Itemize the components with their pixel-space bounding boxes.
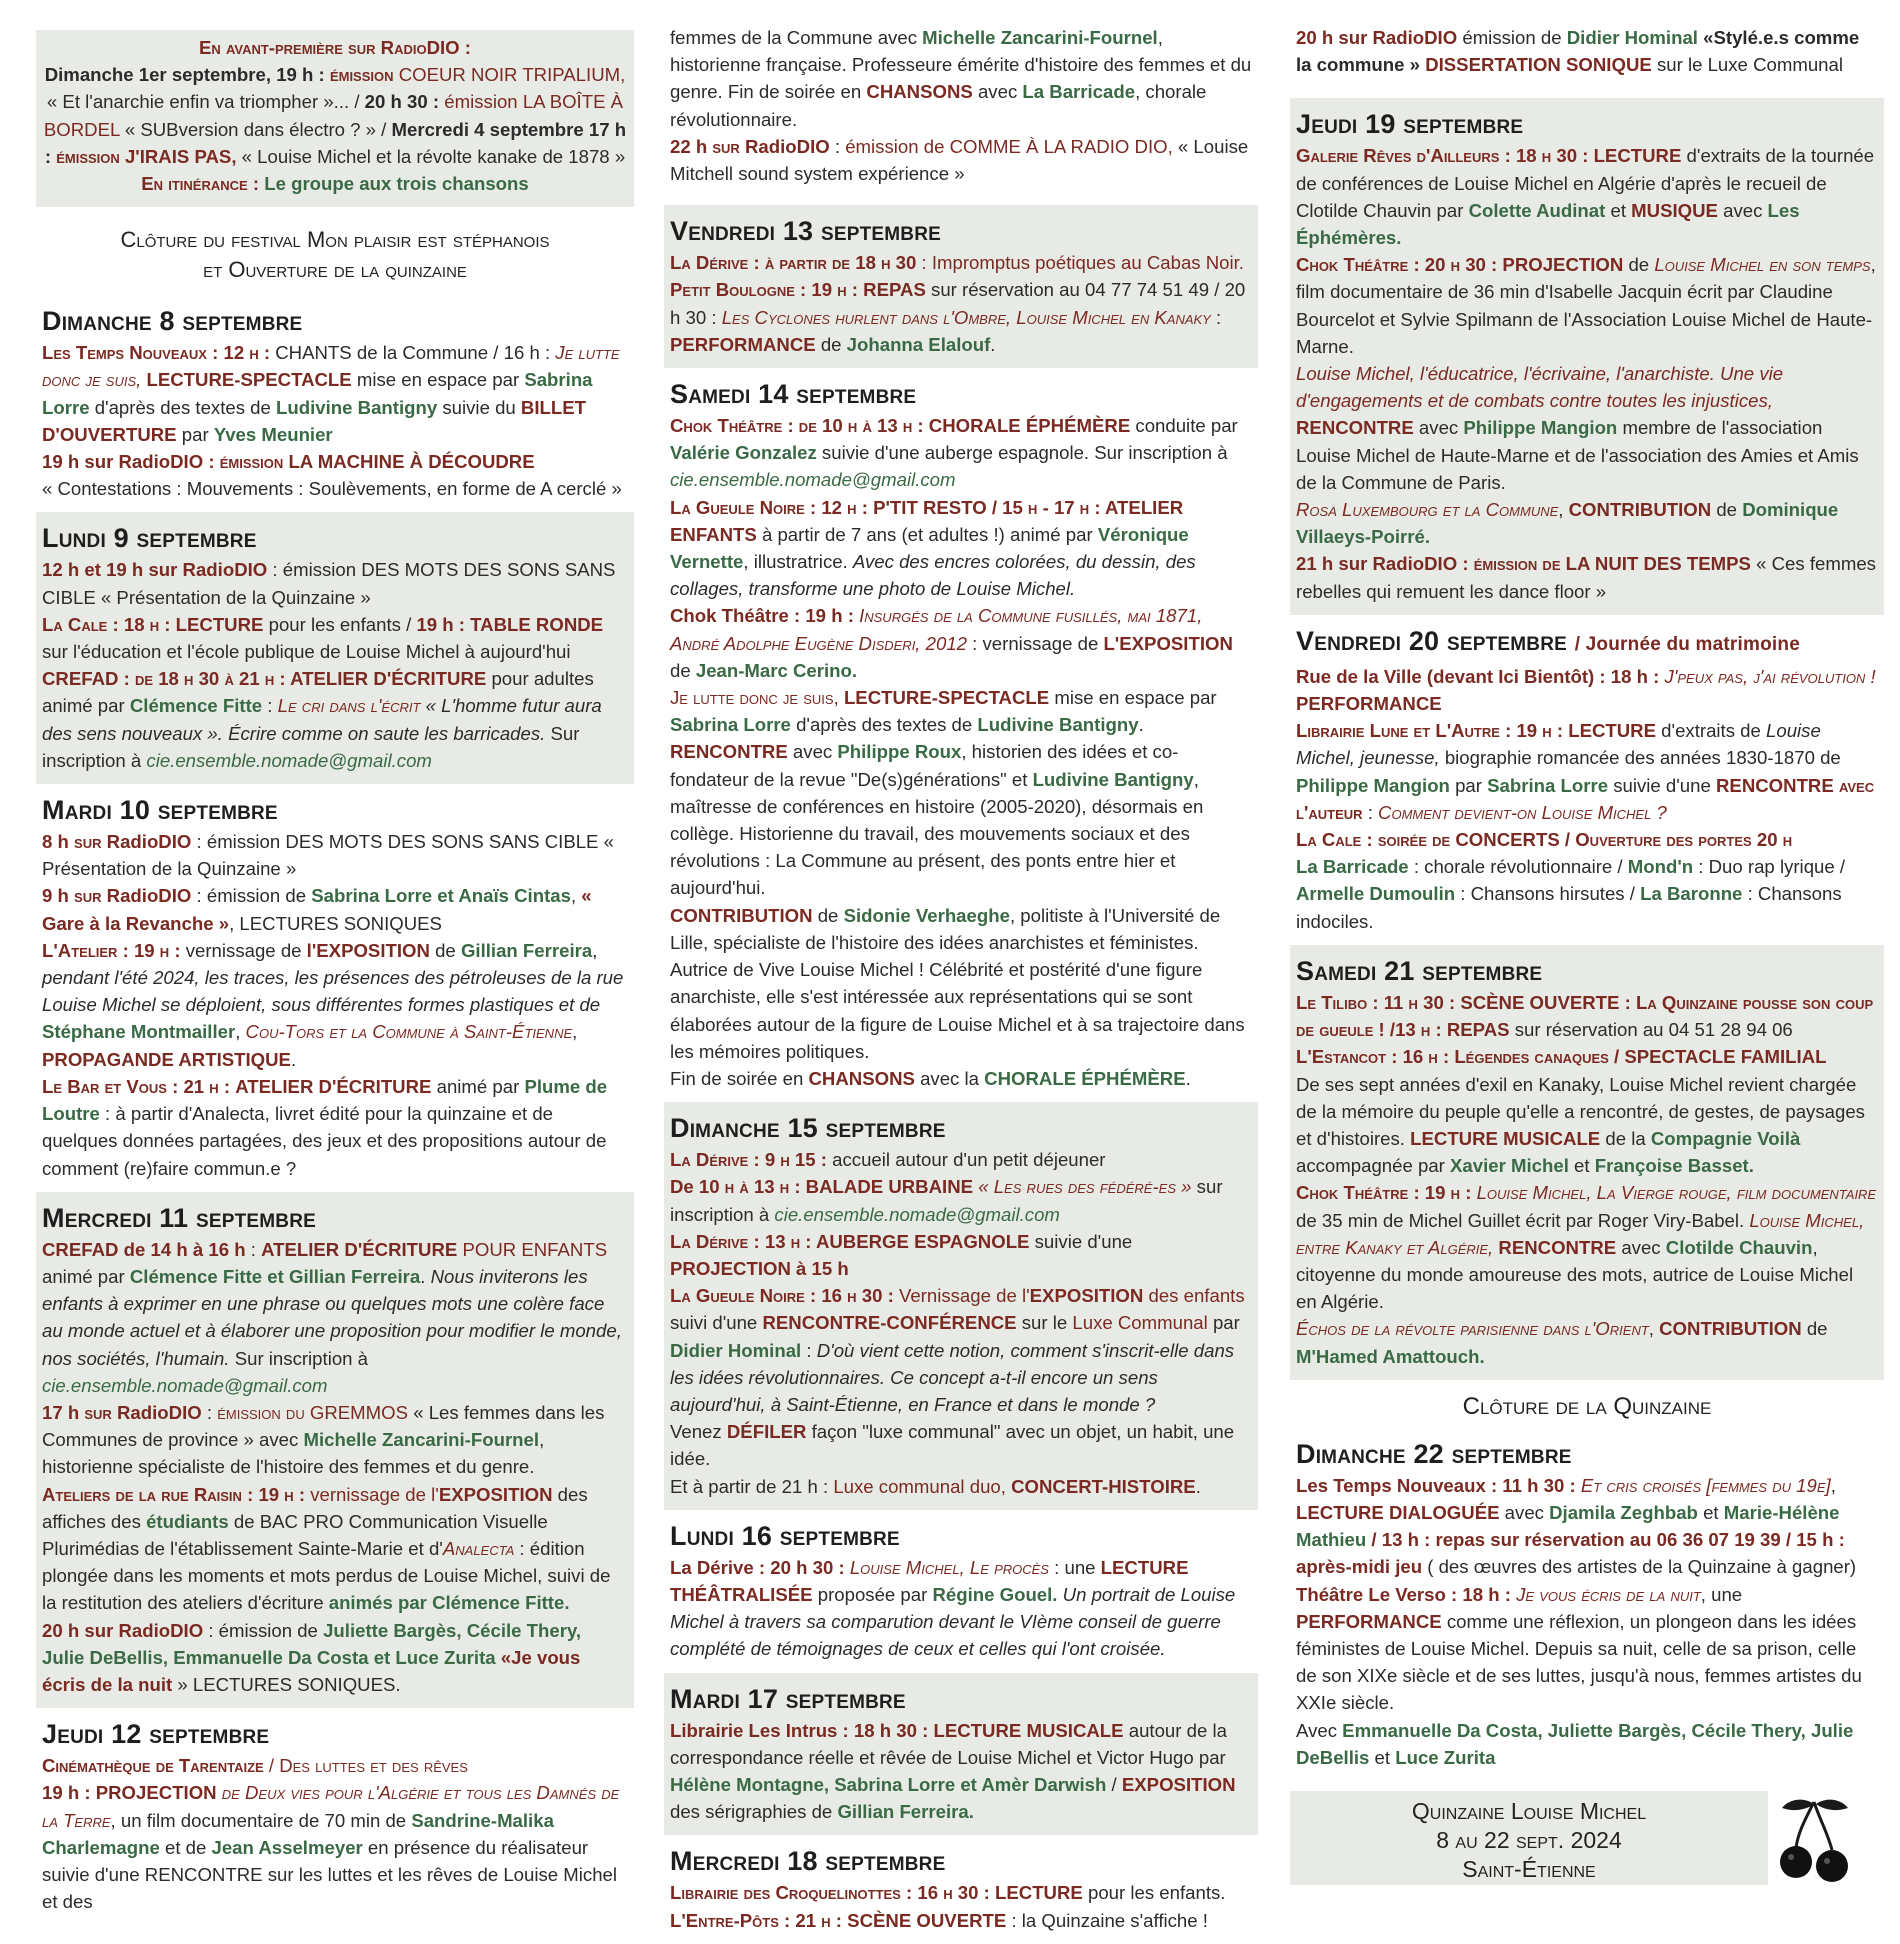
day-title: Lundi 16 septembre	[670, 1520, 900, 1551]
day-title: Mercredi 18 septembre	[670, 1846, 946, 1877]
day-title: Jeudi 12 septembre	[42, 1719, 270, 1750]
preview-quote-3: « Louise Michel et la révolte kanake de 1878 »	[241, 145, 626, 167]
day-title: Mardi 17 septembre	[670, 1683, 906, 1714]
day-18: Mercredi 18 septembre Librairie des Croquelinottes : 16 h 30 : LECTURE pour les enfants. L'Entre-Pôts : 21 h : SCÈNE OUVERTE : la Quinzaine s'affiche !	[664, 1835, 1258, 1943]
preview-quote-2: « SUBversion dans électro ? » /	[124, 118, 387, 140]
column-middle	[664, 0, 1258, 1944]
preview-quote-1: « Et l'anarchie enfin va triompher »... /	[46, 91, 360, 113]
day-title: Mardi 10 septembre	[42, 795, 278, 826]
footer-dates: 8 au 22 sept. 2024	[1436, 1827, 1622, 1853]
day-title: Jeudi 19 septembre	[1296, 109, 1524, 140]
day-9: Lundi 9 septembre 12 h et 19 h sur RadioDIO : émission DES MOTS DES SONS SANS CIBLE « Présentation de la Quinzaine » La Cale : 18 h : LECTURE pour les enfants / 19 h : TABLE RONDE sur l'éducation et l'école publique de Louise Michel à aujourd'hui CREFAD : de 18 h 30 à 21 h : ATELIER D'ÉCRITURE pour adultes animé par Clémence Fitte : Le cri dans l'écrit « L'homme futur aura des sens nouveaux ». Écrire comme on saute les barricades. Sur inscription à cie.ensemble.nomade@gmail.com	[36, 512, 634, 784]
preview-show-1: COEUR NOIR TRIPALIUM,	[398, 64, 626, 86]
footer-title: Quinzaine Louise Michel	[1411, 1798, 1647, 1824]
day-22: Dimanche 22 septembre Les Temps Nouveaux : 11 h 30 : Et cris croisés [femmes du 19e], LECTURE DIALOGUÉE avec Djamila Zeghbab et Marie-Hélène Mathieu / 13 h : repas sur réservation au 06 36 07 19 39 / 15 h : après-midi jeu ( des œuvres des artistes de la Quinzaine à gagner) Théâtre Le Verso : 18 h : Je vous écris de la nuit, une PERFORMANCE comme une réflexion, un plongeon dans les idées féministes de Louise Michel. Depuis sa nuit, celle de sa prison, celle de son XIXe siècle et de ses luttes, jusqu'à nous, femmes artistes du XXIe siècle. Avec Emmanuelle Da Costa, Juliette Bargès, Cécile Thery, Julie DeBellis et Luce Zurita	[1290, 1428, 1884, 1781]
day-12-continued: femmes de la Commune avec Michelle Zancarini-Fournel, historienne française. Professeure émérite d'histoire des femmes et du genre. Fin de soirée en CHANSONS avec La Barricade, chorale révolutionnaire. 22 h sur RadioDIO : émission de COMME À LA RADIO DIO, « Louise Mitchell sound system expérience »	[670, 27, 1252, 185]
preview-box	[36, 30, 634, 207]
itinerance-group: Le groupe aux trois chansons	[264, 173, 529, 195]
preview-date-3: Mercredi 4 septembre 17 h :	[44, 118, 627, 167]
closing-heading: Clôture de la Quinzaine	[1462, 1392, 1712, 1420]
day-title: Samedi 14 septembre	[670, 379, 917, 410]
day-14: Samedi 14 septembre Chok Théâtre : de 10 h à 13 h : CHORALE ÉPHÉMÈRE conduite par Valérie Gonzalez suivie d'une auberge espagnole. Sur inscription à cie.ensemble.nomade@gmail.com La Gueule Noire : 12 h : P'TIT RESTO / 15 h - 17 h : ATELIER ENFANTS à partir de 7 ans (et adultes !) animé par Véronique Vernette, illustratrice. Avec des encres colorées, du dessin, des collages, transforme une photo de Louise Michel. Chok Théâtre : 19 h : Insurgés de la Commune fusillés, mai 1871, André Adolphe Eugène Disderi, 2012 : vernissage de L'EXPOSITION de Jean-Marc Cerino. Je lutte donc je suis, LECTURE-SPECTACLE mise en espace par Sabrina Lorre d'après des textes de Ludivine Bantigny. RENCONTRE avec Philippe Roux, historien des idées et co-fondateur de la revue "De(s)générations" et Ludivine Bantigny, maîtresse de conférences en histoire (2005-2020), désormais en collège. Historienne du travail, des mouvements sociaux et des révolutions : La Commune au présent, des ponts entre hier et aujourd'hui. CONTRIBUTION de Sidonie Verhaeghe, politiste à l'Université de Lille, spécialiste de l'histoire des idées anarchistes et féministes. Autrice de Vive Louise Michel ! Célébrité et postérité d'une figure anarchiste, elle s'est intéressée aux représentations qui se sont élaborées autour de la figure de Louise Michel et à sa trajectoire dans les mémoires politiques. Fin de soirée en CHANSONS avec la CHORALE ÉPHÉMÈRE.	[664, 368, 1258, 1102]
day-20: Vendredi 20 septembre / Journée du matrimoine Rue de la Ville (devant Ici Bientôt) : 18 h : J'peux pas, j'ai révolution ! PERFORMANCE Librairie Lune et L'Autre : 19 h : LECTURE d'extraits de Louise Michel, jeunesse, biographie romancée des années 1830-1870 de Philippe Mangion par Sabrina Lorre suivie d'une RENCONTRE avec l'auteur : Comment devient-on Louise Michel ? La Cale : soirée de CONCERTS / Ouverture des portes 20 h La Barricade : chorale révolutionnaire / Mond'n : Duo rap lyrique / Armelle Dumoulin : Chansons hirsutes / La Baronne : Chansons indociles.	[1296, 625, 1876, 932]
day-8: Dimanche 8 septembre Les Temps Nouveaux : 12 h : CHANTS de la Commune / 16 h : Je lutte donc je suis, LECTURE-SPECTACLE mise en espace par Sabrina Lorre d'après des textes de Ludivine Bantigny suivie du BILLET D'OUVERTURE par Yves Meunier 19 h sur RadioDIO : émission LA MACHINE À DÉCOUDRE « Contestations : Mouvements : Soulèvements, en forme de A cerclé »	[36, 295, 634, 512]
day-title: Mercredi 11 septembre	[42, 1202, 316, 1233]
preview-label: émission	[444, 91, 518, 113]
column-left	[36, 0, 634, 1925]
preview-time-2: 20 h 30 :	[364, 91, 440, 113]
day-title: Dimanche 22 septembre	[1296, 1438, 1572, 1469]
day-17: Mardi 17 septembre Librairie Les Intrus : 18 h 30 : LECTURE MUSICALE autour de la correspondance réelle et rêvée de Louise Michel et Victor Hugo par Hélène Montagne, Sabrina Lorre et Amèr Darwish / EXPOSITION des sérigraphies de Gillian Ferreira.	[664, 1673, 1258, 1836]
opening-heading	[36, 225, 634, 285]
day-11: Mercredi 11 septembre CREFAD de 14 h à 16 h : ATELIER D'ÉCRITURE POUR ENFANTS animé par Clémence Fitte et Gillian Ferreira. Nous inviterons les enfants à exprimer en une phrase ou quelques mots une colère face au monde actuel et à élaborer une proposition pour modifier le monde, nos sociétés, l'humain. Sur inscription à cie.ensemble.nomade@gmail.com 17 h sur RadioDIO : émission du GREMMOS « Les femmes dans les Communes de province » avec Michelle Zancarini-Fournel, historienne spécialiste de l'histoire des femmes et du genre. Ateliers de la rue Raisin : 19 h : vernissage de l'EXPOSITION des affiches des étudiants de BAC PRO Communication Visuelle Plurimédias de l'établissement Sainte-Marie et d'Analecta : édition plongée dans les moments et mots perdus de Louise Michel, suivi de la restitution des ateliers d'écriture animés par Clémence Fitte. 20 h sur RadioDIO : émission de Juliette Bargès, Cécile Thery, Julie DeBellis, Emmanuelle Da Costa et Luce Zurita «Je vous écris de la nuit » LECTURES SONIQUES.	[36, 1192, 634, 1708]
day-12: Jeudi 12 septembre Cinémathèque de Tarentaize / Des luttes et des rêves 19 h : PROJECTION de Deux vies pour l'Algérie et tous les Damnés de la Terre, un film documentaire de 70 min de Sandrine-Malika Charlemagne et de Jean Asselmeyer en présence du réalisateur suivie d'une RENCONTRE sur les luttes et les rêves de Louise Michel et des	[36, 1708, 634, 1925]
day-13: Vendredi 13 septembre La Dérive : à partir de 18 h 30 : Impromptus poétiques au Cabas Noir. Petit Boulogne : 19 h : REPAS sur réservation au 04 77 74 51 49 / 20 h 30 : Les Cyclones hurlent dans l'Ombre, Louise Michel en Kanaky : PERFORMANCE de Johanna Elalouf.	[664, 205, 1258, 368]
opening-heading-line-2: et Ouverture de la quinzaine	[203, 257, 467, 283]
column-right	[1290, 0, 1884, 1781]
preview-date-1: Dimanche 1er septembre, 19 h :	[44, 64, 325, 86]
cherries-icon	[1776, 1796, 1852, 1886]
day-19: Jeudi 19 septembre Galerie Rêves d'Ailleurs : 18 h 30 : LECTURE d'extraits de la tournée de conférences de Louise Michel en Algérie d'après le recueil de Clotilde Chauvin par Colette Audinat et MUSIQUE avec Les Éphémères. Chok Théâtre : 20 h 30 : PROJECTION de Louise Michel en son temps, film documentaire de 36 min d'Isabelle Jacquin écrit par Claudine Bourcelot et Sylvie Spilmann de l'Association Louise Michel de Haute-Marne. Louise Michel, l'éducatrice, l'écrivaine, l'anarchiste. Une vie d'engagements et de combats contre toutes les injustices, RENCONTRE avec Philippe Mangion membre de l'association Louise Michel de Haute-Marne et de l'association des Amies et Amis de la Commune de Paris. Rosa Luxembourg et la Commune, CONTRIBUTION de Dominique Villaeys-Poirré. 21 h sur RadioDIO : émission de LA NUIT DES TEMPS « Ces femmes rebelles qui remuent les dance floor »	[1290, 98, 1884, 614]
day-subtitle: / Journée du matrimoine	[1574, 633, 1800, 655]
day-title: Dimanche 8 septembre	[42, 306, 303, 337]
day-title: Lundi 9 septembre	[42, 523, 257, 554]
day-18-radio: 20 h sur RadioDIO émission de Didier Hominal «Stylé.e.s comme la commune » DISSERTATION SONIQUE sur le Luxe Communal	[1296, 27, 1860, 76]
day-title: Vendredi 20 septembre	[1296, 625, 1567, 656]
footer-box	[1290, 1791, 1768, 1885]
preview-label: émission	[329, 64, 394, 86]
footer-city: Saint-Étienne	[1462, 1856, 1596, 1882]
opening-heading-line-1: Clôture du festival Mon plaisir est stéphanois	[120, 227, 550, 253]
day-title: Dimanche 15 septembre	[670, 1113, 946, 1144]
day-16: Lundi 16 septembre La Dérive : 20 h 30 : Louise Michel, Le procès : une LECTURE THÉÂTRALISÉE proposée par Régine Gouel. Un portrait de Louise Michel à travers sa comparution devant le VIème conseil de guerre complété de témoignages de ceux et celles qui l'ont croisée.	[664, 1510, 1258, 1673]
preview-title: En avant-première sur RadioDIO :	[198, 37, 472, 58]
day-10: Mardi 10 septembre 8 h sur RadioDIO : émission DES MOTS DES SONS SANS CIBLE « Présentation de la Quinzaine » 9 h sur RadioDIO : émission de Sabrina Lorre et Anaïs Cintas, « Gare à la Revanche », LECTURES SONIQUES L'Atelier : 19 h : vernissage de l'EXPOSITION de Gillian Ferreira, pendant l'été 2024, les traces, les présences des pétroleuses de la rue Louise Michel se déploient, sous différentes formes plastiques et de Stéphane Montmailler, Cou-Tors et la Commune à Saint-Étienne, PROPAGANDE ARTISTIQUE. Le Bar et Vous : 21 h : ATELIER D'ÉCRITURE animé par Plume de Loutre : à partir d'Analecta, livret édité pour la quinzaine et de quelques données partagées, des jeux et des propositions autour de comment (re)faire commun.e ?	[36, 784, 634, 1192]
day-15: Dimanche 15 septembre La Dérive : 9 h 15 : accueil autour d'un petit déjeuner De 10 h à 13 h : BALADE URBAINE « Les rues des fédéré-es » sur inscription à cie.ensemble.nomade@gmail.com La Dérive : 13 h : AUBERGE ESPAGNOLE suivie d'une PROJECTION à 15 h La Gueule Noire : 16 h 30 : Vernissage de l'EXPOSITION des enfants suivi d'une RENCONTRE-CONFÉRENCE sur le Luxe Communal par Didier Hominal : D'où vient cette notion, comment s'inscrit-elle dans les idées révolutionnaires. Ce concept a-t-il encore un sens aujourd'hui, à Saint-Étienne, en France et dans le monde ? Venez DÉFILER façon "luxe communal" avec un objet, un habit, une idée. Et à partir de 21 h : Luxe communal duo, CONCERT-HISTOIRE.	[664, 1102, 1258, 1510]
preview-show-3: J'IRAIS PAS,	[124, 145, 237, 167]
itinerance-label: En itinérance :	[141, 173, 260, 195]
preview-label: émission	[56, 145, 120, 167]
day-title: Samedi 21 septembre	[1296, 955, 1543, 986]
preview-show-2: LA BOÎTE À BORDEL	[43, 91, 624, 140]
day-title: Vendredi 13 septembre	[670, 216, 941, 247]
day-21: Samedi 21 septembre Le Tilibo : 11 h 30 : SCÈNE OUVERTE : La Quinzaine pousse son coup de gueule ! /13 h : REPAS sur réservation au 04 51 28 94 06 L'Estancot : 16 h : Légendes canaques / SPECTACLE FAMILIAL De ses sept années d'exil en Kanaky, Louise Michel revient chargée de la mémoire du peuple qu'elle a rencontré, de gestes, de paysages et d'histoires. LECTURE MUSICALE de la Compagnie Voilà accompagnée par Xavier Michel et Françoise Basset. Chok Théâtre : 19 h : Louise Michel, La Vierge rouge, film documentaire de 35 min de Michel Guillet écrit par Roger Viry-Babel. Louise Michel, entre Kanaky et Algérie, RENCONTRE avec Clotilde Chauvin, citoyenne du monde amoureuse des mots, autrice de Louise Michel en Algérie. Échos de la révolte parisienne dans l'Orient, CONTRIBUTION de M'Hamed Amattouch.	[1290, 945, 1884, 1380]
